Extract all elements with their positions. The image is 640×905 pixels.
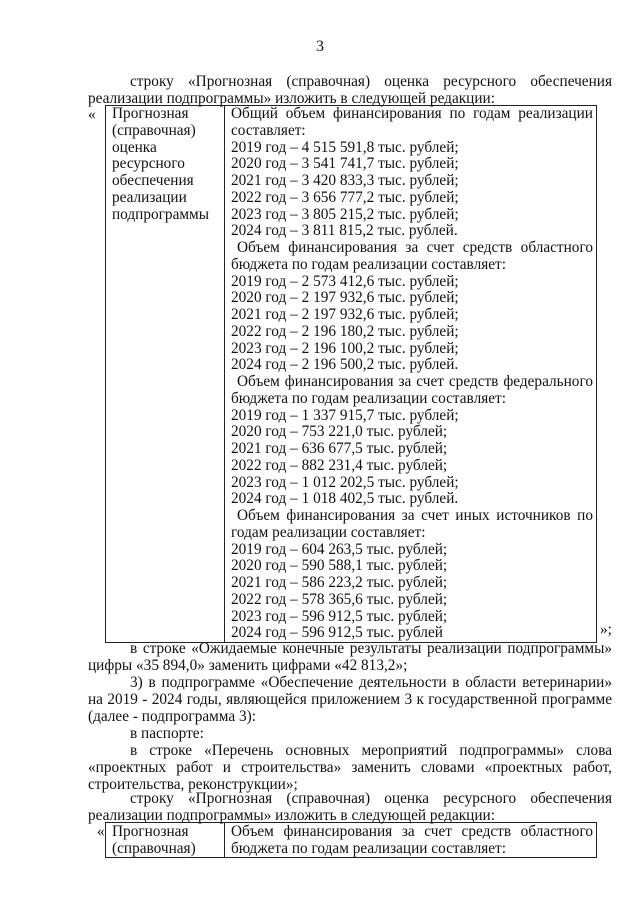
resource-value-line: годам реализации составляет: (231, 523, 426, 541)
passport-paragraph (88, 725, 612, 742)
intro-paragraph (88, 73, 612, 107)
resource-table-2-label-cell (106, 823, 225, 858)
intro-line-2: реализации подпрограммы» изложить в следующей редакции: (88, 90, 495, 107)
resource-table-2-value-2: бюджета по годам реализации составляет: (231, 840, 506, 857)
resource-value-line: 2023 год – 2 196 100,2 тыс. рублей; (231, 339, 459, 357)
resource-value-line: 2020 год – 2 197 932,6 тыс. рублей; (231, 289, 459, 307)
resource-label-lines (112, 106, 224, 223)
resource-label-line: оценка (112, 138, 157, 156)
resource-value-line: 2023 год – 1 012 202,5 тыс. рублей; (231, 473, 459, 491)
resource-value-line: 2020 год – 590 588,1 тыс. рублей; (231, 557, 448, 575)
subprogram3-paragraph (88, 674, 612, 725)
resource-table-value-cell (225, 106, 597, 643)
activities-line-2: «проектных работ и строительства» заменить словами «проектных работ, (88, 759, 612, 776)
resource-value-line: Общий объем финансирования по годам реализации (231, 105, 593, 122)
resource-value-line: 2024 год – 3 811 815,2 тыс. рублей. (231, 222, 458, 240)
subprogram3-line-3: (далее - подпрограмма 3): (88, 708, 256, 725)
forecast2-line-1: строку «Прогнозная (справочная) оценка ресурсного обеспечения (130, 790, 612, 807)
subprogram3-line-2: на 2019 - 2024 годы, являющейся приложением 3 к государственной программе (88, 691, 612, 708)
resource-table-2-value-cell (225, 823, 597, 858)
resource-value-line: бюджета по годам реализации составляет: (231, 255, 506, 273)
resource-table-2 (105, 822, 597, 858)
resource-value-line: 2022 год – 578 365,6 тыс. рублей; (231, 590, 448, 608)
resource-value-line: 2024 год – 2 196 500,2 тыс. рублей. (231, 356, 459, 374)
activities-line-1: в строке «Перечень основных мероприятий подпрограммы» слова (130, 742, 612, 759)
resource-value-line: 2021 год – 636 677,5 тыс. рублей; (231, 440, 448, 457)
resource-value-line: 2019 год – 1 337 915,7 тыс. рублей; (231, 406, 459, 424)
resource-value-lines (231, 106, 593, 642)
resource-table-2-label-1: Прогнозная (112, 823, 189, 840)
resource-table-2-label-2: (справочная) (112, 840, 196, 857)
open-quote: « (88, 106, 96, 123)
resource-value-line: 2024 год – 596 912,5 тыс. рублей (231, 624, 443, 642)
resource-value-line: Объем финансирования за счет средств федерального (237, 373, 593, 390)
subprogram3-line-1: 3) в подпрограмме «Обеспечение деятельности в области ветеринарии» (130, 674, 612, 691)
resource-value-line: 2022 год – 3 656 777,2 тыс. рублей; (231, 188, 459, 206)
expected-results-paragraph (88, 640, 612, 674)
forecast2-paragraph (88, 790, 612, 824)
resource-table-2-value-1: Объем финансирования за счет средств областного (231, 823, 593, 840)
resource-value-line: 2020 год – 3 541 741,7 тыс. рублей; (231, 155, 459, 173)
resource-value-line: 2023 год – 596 912,5 тыс. рублей; (231, 607, 448, 625)
resource-table-label-cell (106, 106, 225, 643)
expected-line-1: в строке «Ожидаемые конечные результаты реализации подпрограммы» (130, 640, 612, 657)
resource-value-line: 2021 год – 3 420 833,3 тыс. рублей; (231, 172, 459, 189)
open-quote-2: « (97, 823, 105, 840)
expected-line-2: цифры «35 894,0» заменить цифрами «42 813,2»; (88, 657, 408, 674)
resource-value-line: 2022 год – 2 196 180,2 тыс. рублей; (231, 322, 459, 340)
resource-label-line: подпрограммы (112, 205, 210, 223)
resource-value-line: 2021 год – 2 197 932,6 тыс. рублей; (231, 306, 459, 323)
resource-label-line: ресурсного (112, 155, 185, 173)
resource-value-line: 2024 год – 1 018 402,5 тыс. рублей. (231, 490, 459, 508)
activities-list-paragraph (88, 742, 612, 793)
intro-line-1: строку «Прогнозная (справочная) оценка ресурсного обеспечения (130, 73, 612, 90)
resource-label-line: (справочная) (112, 121, 196, 139)
page-number: 3 (316, 38, 324, 55)
resource-value-line: 2019 год – 2 573 412,6 тыс. рублей; (231, 272, 459, 290)
resource-value-line: 2019 год – 604 263,5 тыс. рублей; (231, 540, 448, 558)
passport-line: в паспорте: (130, 725, 204, 742)
resource-value-line: 2023 год – 3 805 215,2 тыс. рублей; (231, 205, 459, 223)
activities-line-3: строительства, реконструкции»; (88, 776, 298, 793)
resource-label-line: Прогнозная (112, 105, 189, 122)
resource-value-line: 2021 год – 586 223,2 тыс. рублей; (231, 574, 448, 591)
resource-value-line: 2019 год – 4 515 591,8 тыс. рублей; (231, 138, 459, 156)
resource-value-line: 2022 год – 882 231,4 тыс. рублей; (231, 456, 448, 474)
resource-value-line: Объем финансирования за счет средств областного (237, 239, 593, 256)
resource-value-line: бюджета по годам реализации составляет: (231, 389, 506, 407)
resource-label-line: обеспечения (112, 172, 194, 189)
resource-label-line: реализации (112, 188, 187, 206)
close-quote: »; (600, 621, 612, 638)
forecast2-line-2: реализации подпрограммы» изложить в следующей редакции: (88, 807, 495, 824)
resource-value-line: составляет: (231, 121, 306, 139)
resource-table (105, 105, 597, 643)
resource-value-line: 2020 год – 753 221,0 тыс. рублей; (231, 423, 448, 441)
resource-value-line: Объем финансирования за счет иных источников по (237, 507, 593, 524)
